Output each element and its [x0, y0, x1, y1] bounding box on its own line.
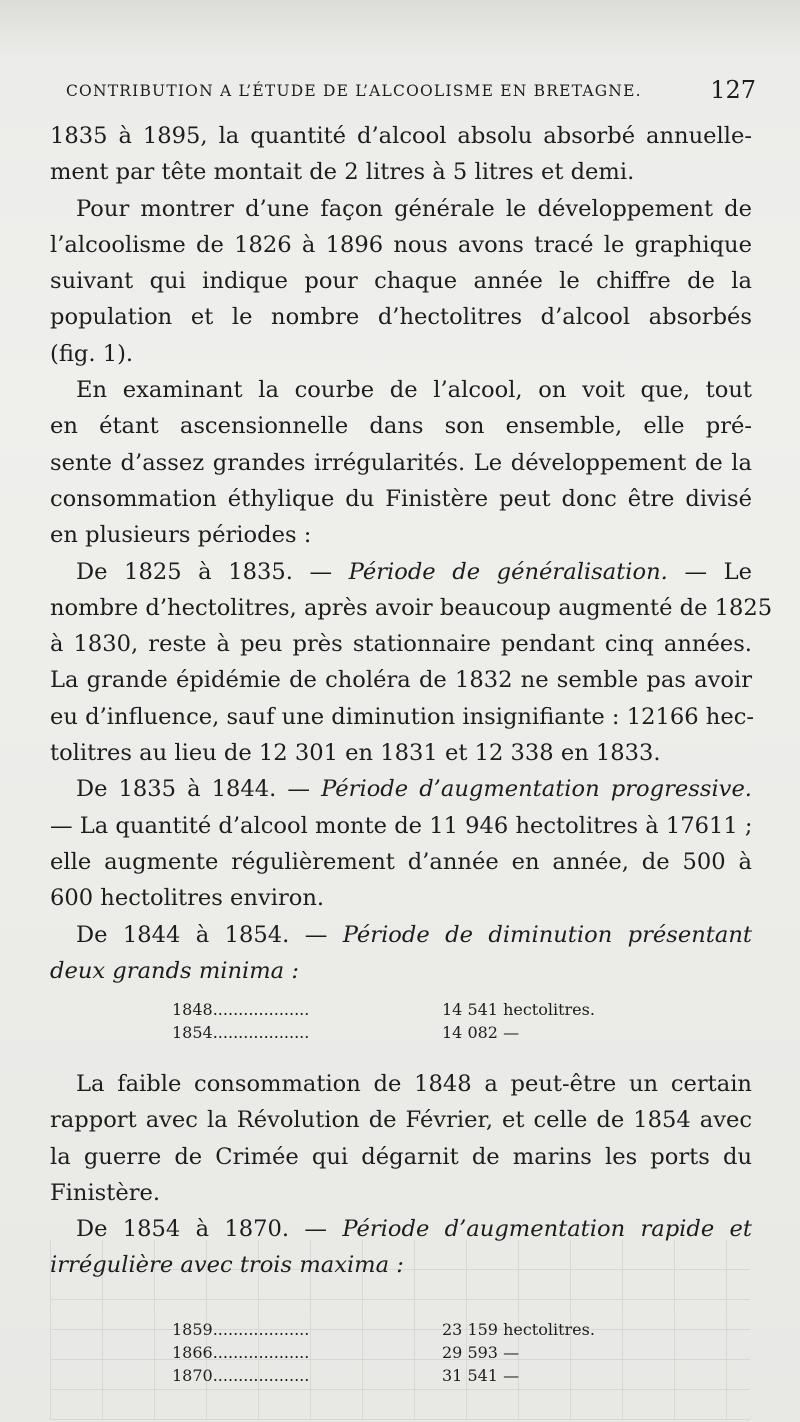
text-line: nombre d’hectolitres, après avoir beaucoup augmenté de 1825	[50, 594, 773, 621]
table-year-cell: 1848...................	[172, 1000, 310, 1019]
period-title: Période d’augmentation rapide et	[342, 1216, 753, 1243]
text-line: en plusieurs périodes :	[50, 522, 312, 549]
period-title: Période de généralisation.	[348, 558, 668, 585]
table-year-cell: 1859...................	[172, 1320, 310, 1339]
text-line: En examinant la courbe de l’alcool, on voit que, tout	[76, 377, 752, 404]
table-value-cell: 31 541 —	[442, 1366, 520, 1385]
period-range: De 1854 à 1870. —	[76, 1216, 327, 1243]
text-line: sente d’assez grandes irrégularités. Le développement de la	[50, 449, 752, 476]
text-line: rapport avec la Révolution de Février, et celle de 1854 avec	[50, 1107, 752, 1134]
text-line: consommation éthylique du Finistère peut donc être divisé	[50, 485, 752, 512]
text-line: en étant ascensionnelle dans son ensemble, elle pré-	[50, 413, 752, 440]
period-range: De 1844 à 1854. —	[76, 921, 328, 948]
text-line: eu d’influence, sauf une diminution insignifiante : 12166 hec-	[50, 703, 754, 730]
table-value-cell: 29 593 —	[442, 1343, 520, 1362]
text-line: Pour montrer d’une façon générale le développement de	[76, 195, 752, 222]
period-title-continued	[50, 1247, 752, 1283]
table-row	[172, 998, 642, 1021]
period-title: Période de diminution présentant	[342, 921, 752, 948]
page-number: 127	[710, 76, 756, 104]
table-row	[172, 1021, 642, 1044]
maxima-table	[172, 1318, 642, 1387]
text-line: 600 hectolitres environ.	[50, 885, 325, 912]
running-head-title: CONTRIBUTION A L’ÉTUDE DE L’ALCOOLISME EN BRETAGNE.	[66, 82, 642, 100]
minima-table	[172, 998, 642, 1044]
period-title: irrégulière avec trois maxima :	[50, 1252, 404, 1279]
text-line: La grande épidémie de choléra de 1832 ne semble pas avoir	[50, 667, 752, 694]
table-row	[172, 1364, 642, 1387]
period-heading	[50, 554, 752, 590]
text-line: l’alcoolisme de 1826 à 1896 nous avons tracé le graphique	[50, 231, 752, 258]
text-line: — La quantité d’alcool monte de 11 946 hectolitres à 17611 ;	[50, 812, 753, 839]
text-line: la guerre de Crimée qui dégarnit de marins les ports du	[50, 1143, 752, 1170]
text-line: suivant qui indique pour chaque année le chiffre de la	[50, 268, 752, 295]
text-line: (fig. 1).	[50, 340, 134, 367]
table-value-cell: 23 159 hectolitres.	[442, 1320, 595, 1339]
text-line: à 1830, reste à peu près stationnaire pendant cinq années.	[50, 631, 752, 658]
text-line: elle augmente régulièrement d’année en année, de 500 à	[50, 848, 752, 875]
period-heading	[50, 1211, 752, 1247]
period-range: De 1835 à 1844. —	[76, 776, 311, 803]
body-text	[50, 118, 773, 989]
table-year-cell: 1866...................	[172, 1343, 310, 1362]
period-title: Période d’augmentation progressive.	[321, 776, 752, 803]
body-text-lower	[50, 1066, 752, 1284]
text-line: La faible consommation de 1848 a peut-être un certain	[76, 1071, 752, 1097]
table-value-cell: 14 082 —	[442, 1023, 520, 1042]
table-year-cell: 1854...................	[172, 1023, 310, 1042]
period-heading	[50, 771, 752, 807]
text-line: tolitres au lieu de 12 301 en 1831 et 12 338 en 1833.	[50, 740, 661, 767]
text-line: ment par tête montait de 2 litres à 5 litres et demi.	[50, 159, 635, 186]
text-line: 1835 à 1895, la quantité d’alcool absolu absorbé annuelle-	[50, 123, 752, 149]
period-dash: — Le	[684, 558, 753, 585]
table-row	[172, 1341, 642, 1364]
period-range: De 1825 à 1835. —	[76, 558, 333, 585]
period-title-continued	[50, 953, 752, 989]
period-title: deux grands minima :	[50, 957, 299, 984]
table-row	[172, 1318, 642, 1341]
table-value-cell: 14 541 hectolitres.	[442, 1000, 595, 1019]
period-heading	[50, 917, 752, 953]
running-head	[66, 76, 756, 104]
text-line: Finistère.	[50, 1179, 161, 1206]
table-year-cell: 1870...................	[172, 1366, 310, 1385]
text-line: population et le nombre d’hectolitres d’alcool absorbés	[50, 304, 752, 331]
